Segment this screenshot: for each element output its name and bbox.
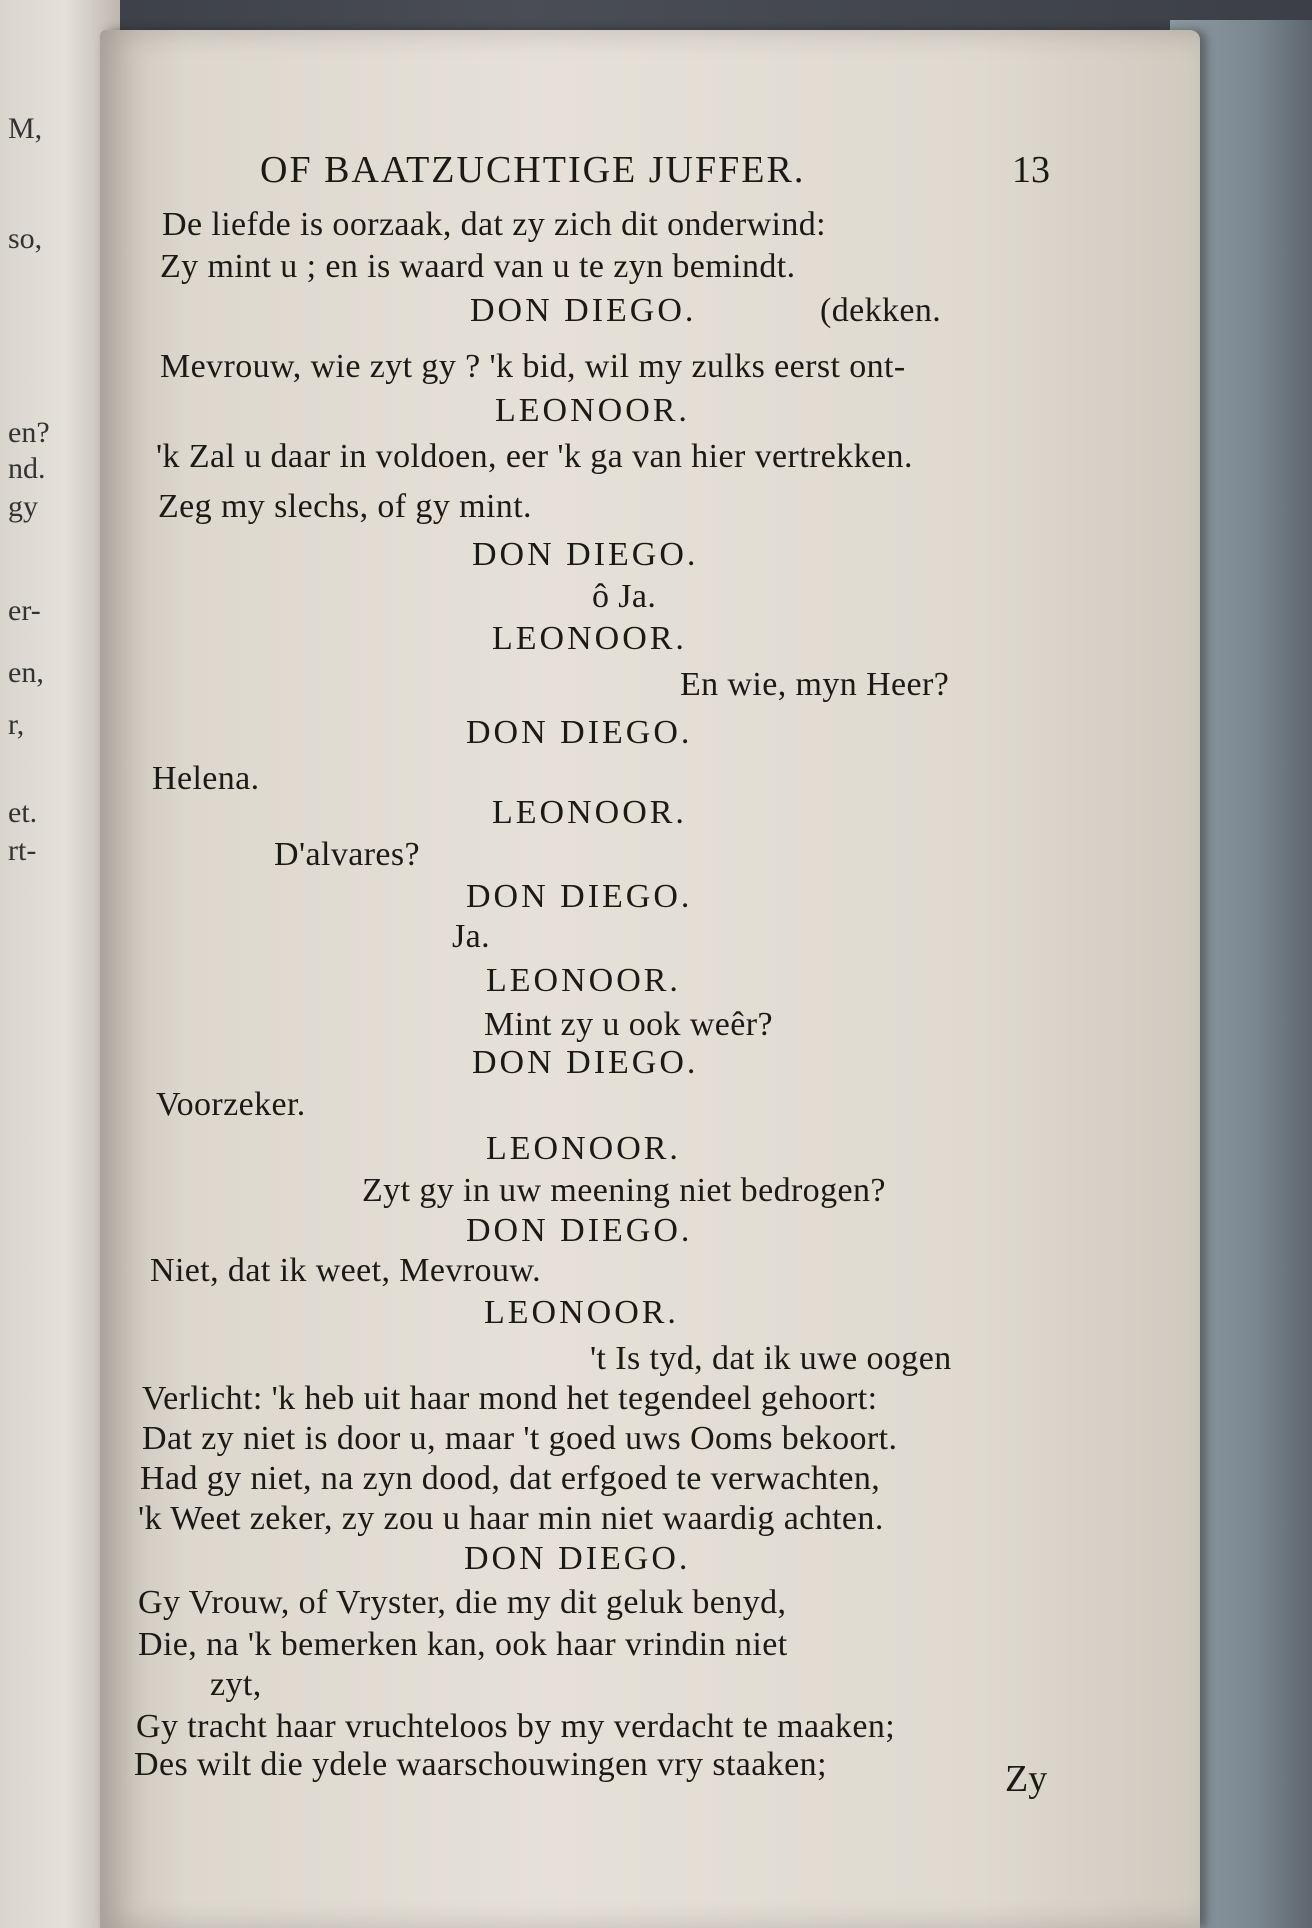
- verse-line: Niet, dat ik weet, Mevrouw.: [150, 1252, 541, 1289]
- running-header: OF BAATZUCHTIGE JUFFER.: [260, 149, 806, 191]
- verse-line: 'k Zal u daar in voldoen, eer 'k ga van hier vertrekken.: [156, 438, 913, 475]
- facing-page-fragment: so,: [8, 222, 43, 255]
- speaker-name: DON DIEGO.: [466, 714, 693, 751]
- speaker-name: LEONOOR.: [484, 1294, 679, 1331]
- speaker-name: LEONOOR.: [495, 392, 690, 429]
- verse-line: Des wilt die ydele waarschouwingen vry staaken;: [134, 1746, 827, 1783]
- verse-line: 't Is tyd, dat ik uwe oogen: [590, 1340, 952, 1377]
- verse-line: ô Ja.: [592, 578, 657, 615]
- facing-page-fragment: er-: [8, 594, 41, 627]
- facing-page-fragment: r,: [8, 708, 25, 741]
- speaker-name: DON DIEGO.: [470, 292, 697, 329]
- facing-page-fragment: M,: [8, 112, 43, 145]
- verse-line: Mevrouw, wie zyt gy ? 'k bid, wil my zulks eerst ont-: [160, 348, 906, 385]
- speaker-name: DON DIEGO.: [466, 1212, 693, 1249]
- verse-line: Voorzeker.: [156, 1086, 306, 1123]
- verse-line: Mint zy u ook weêr?: [484, 1006, 773, 1043]
- verse-line: Zy mint u ; en is waard van u te zyn bemindt.: [160, 248, 796, 285]
- verse-line: Verlicht: 'k heb uit haar mond het tegendeel gehoort:: [142, 1380, 878, 1417]
- verse-line: Gy tracht haar vruchteloos by my verdacht te maaken;: [136, 1708, 896, 1745]
- facing-page-fragment: nd.: [8, 452, 46, 485]
- verse-line: Zeg my slechs, of gy mint.: [158, 488, 532, 525]
- facing-page-fragment: et.: [8, 796, 38, 829]
- verse-line: 'k Weet zeker, zy zou u haar min niet waardig achten.: [138, 1500, 884, 1537]
- verse-line: D'alvares?: [274, 836, 421, 873]
- speaker-name: LEONOOR.: [492, 794, 687, 831]
- verse-line: Die, na 'k bemerken kan, ook haar vrindin niet: [138, 1626, 788, 1663]
- facing-page-fragment: rt-: [8, 834, 37, 867]
- verse-line: zyt,: [210, 1666, 262, 1703]
- verse-line: Had gy niet, na zyn dood, dat erfgoed te verwachten,: [140, 1460, 881, 1497]
- speaker-name: LEONOOR.: [486, 1130, 681, 1167]
- speaker-name: DON DIEGO.: [472, 1044, 699, 1081]
- speaker-name: DON DIEGO.: [472, 536, 699, 573]
- page-number: 13: [1012, 149, 1050, 191]
- catchword: Zy: [1005, 1758, 1048, 1800]
- verse-line: Zyt gy in uw meening niet bedrogen?: [362, 1172, 886, 1209]
- speaker-name: DON DIEGO.: [466, 878, 693, 915]
- facing-page-fragment: en?: [8, 416, 50, 449]
- facing-page-fragment: gy: [8, 490, 38, 523]
- book-page: [100, 30, 1200, 1928]
- verse-line: En wie, myn Heer?: [680, 666, 950, 703]
- stage-direction: (dekken.: [820, 292, 942, 329]
- speaker-name: LEONOOR.: [486, 962, 681, 999]
- speaker-name: DON DIEGO.: [464, 1540, 691, 1577]
- verse-line: Ja.: [452, 918, 491, 955]
- verse-line: Dat zy niet is door u, maar 't goed uws Ooms bekoort.: [142, 1420, 898, 1457]
- verse-line: Gy Vrouw, of Vryster, die my dit geluk benyd,: [138, 1584, 787, 1621]
- facing-page-fragment: en,: [8, 656, 44, 689]
- verse-line: De liefde is oorzaak, dat zy zich dit onderwind:: [162, 206, 827, 243]
- page-text: [100, 30, 1200, 1928]
- verse-line: Helena.: [152, 760, 260, 797]
- speaker-name: LEONOOR.: [492, 620, 687, 657]
